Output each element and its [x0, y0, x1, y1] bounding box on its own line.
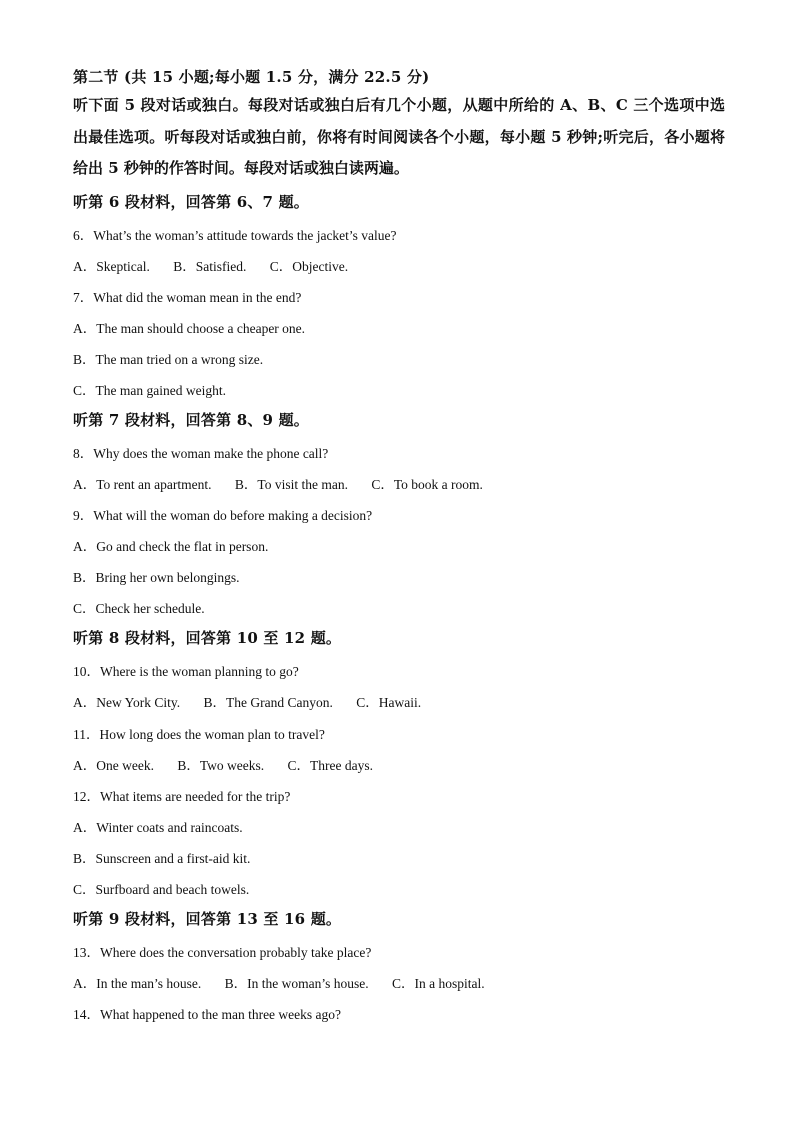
- question-10: 10．Where is the woman planning to go?: [73, 664, 299, 679]
- option-9b: B．Bring her own belongings.: [73, 570, 240, 585]
- option-11a: A．One week.: [73, 758, 154, 773]
- question-8: 8．Why does the woman make the phone call?: [73, 446, 329, 461]
- material-7-heading: 听第 7 段材料，回答第 8、9 题。: [73, 411, 310, 429]
- option-8c: C．To book a room.: [371, 477, 483, 492]
- question-8-options: [73, 473, 483, 493]
- option-6a: A．Skeptical.: [73, 259, 150, 274]
- question-12: 12．What items are needed for the trip?: [73, 789, 291, 804]
- question-13-options: [73, 972, 485, 992]
- option-11b: B．Two weeks.: [177, 758, 265, 773]
- question-6-options: [73, 255, 348, 275]
- option-6b: B．Satisfied.: [173, 259, 247, 274]
- option-9a: A．Go and check the flat in person.: [73, 539, 269, 554]
- option-10a: A．New York City.: [73, 695, 181, 710]
- option-10b: B．The Grand Canyon.: [203, 695, 333, 710]
- option-7a: A．The man should choose a cheaper one.: [73, 321, 306, 336]
- option-13b: B．In the woman’s house.: [224, 976, 369, 991]
- option-12b: B．Sunscreen and a first-aid kit.: [73, 851, 251, 866]
- question-9: 9．What will the woman do before making a decision?: [73, 508, 373, 523]
- question-14: 14．What happened to the man three weeks ago?: [73, 1007, 342, 1022]
- option-11c: C．Three days.: [287, 758, 374, 773]
- option-10c: C．Hawaii.: [356, 695, 422, 710]
- question-11: 11．How long does the woman plan to travel?: [73, 727, 325, 742]
- section-instructions: 听下面 5 段对话或独白。每段对话或独白后有几个小题，从题中所给的 A、B、C 三个选项中选出最佳选项。听每段对话或独白前，你将有时间阅读各个小题，每小题 5 秒钟;听完后，各小题将给出 5 秒钟的作答时间。每段对话或独白读两遍。: [73, 96, 725, 177]
- option-13c: C．In a hospital.: [391, 976, 485, 991]
- option-8b: B．To visit the man.: [234, 477, 348, 492]
- material-6-heading: 听第 6 段材料，回答第 6、7 题。: [73, 193, 310, 211]
- option-7c: C．The man gained weight.: [73, 383, 226, 398]
- option-6c: C．Objective.: [269, 259, 349, 274]
- question-11-options: [73, 754, 373, 774]
- question-13: 13．Where does the conversation probably take place?: [73, 945, 372, 960]
- question-10-options: [73, 691, 421, 711]
- question-6: 6．What’s the woman’s attitude towards the jacket’s value?: [73, 228, 397, 243]
- option-12c: C．Surfboard and beach towels.: [73, 882, 250, 897]
- option-8a: A．To rent an apartment.: [73, 477, 212, 492]
- material-8-heading: 听第 8 段材料，回答第 10 至 12 题。: [73, 629, 342, 647]
- section-title: 第二节 (共 15 小题;每小题 1.5 分，满分 22.5 分): [73, 68, 430, 86]
- option-7b: B．The man tried on a wrong size.: [73, 352, 264, 367]
- option-9c: C．Check her schedule.: [73, 601, 205, 616]
- option-13a: A．In the man’s house.: [73, 976, 202, 991]
- material-9-heading: 听第 9 段材料，回答第 13 至 16 题。: [73, 910, 342, 928]
- question-7: 7．What did the woman mean in the end?: [73, 290, 302, 305]
- option-12a: A．Winter coats and raincoats.: [73, 820, 243, 835]
